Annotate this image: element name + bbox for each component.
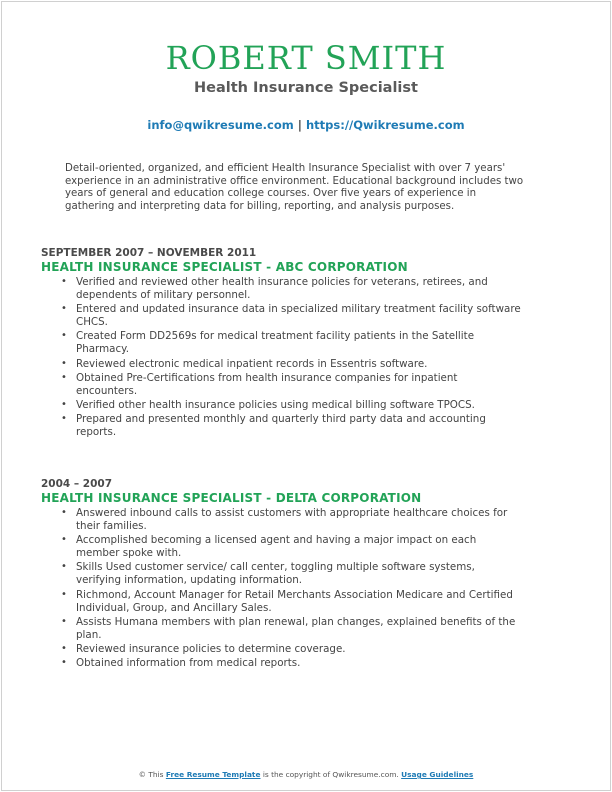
- experience-section-1: [41, 247, 541, 441]
- candidate-title: Health Insurance Specialist: [194, 80, 418, 96]
- list-item: • Answered inbound calls to assist customers with appropriate healthcare choices for their families.: [76, 507, 541, 533]
- usage-guidelines-link[interactable]: Usage Guidelines: [401, 770, 474, 779]
- summary-paragraph: Detail-oriented, organized, and efficient Health Insurance Specialist with over 7 years' experience in an administrative office environment. Educational background includes two years of general and education college courses. Over five years of experience in gathering and interpreting data for billing, reporting, and analysis purposes.: [65, 163, 524, 213]
- contact-separator: |: [293, 118, 306, 132]
- copyright-footer: [0, 770, 612, 779]
- list-item: • Entered and updated insurance data in specialized military treatment facility software CHCS.: [76, 303, 541, 329]
- list-item: • Prepared and presented monthly and quarterly third party data and accounting reports.: [76, 413, 541, 439]
- job-dates: 2004 – 2007: [41, 478, 113, 490]
- list-item: • Created Form DD2569s for medical treatment facility patients in the Satellite Pharmacy.: [76, 330, 541, 356]
- list-item: • Richmond, Account Manager for Retail Merchants Association Medicare and Certified Individual, Group, and Ancillary Sales.: [76, 589, 541, 615]
- candidate-name: ROBERT SMITH: [165, 39, 447, 77]
- list-item: • Obtained Pre-Certifications from health insurance companies for inpatient encounters.: [76, 372, 541, 398]
- footer-prefix: © This: [138, 770, 166, 779]
- list-item: • Verified and reviewed other health insurance policies for veterans, retirees, and dependents of military personnel.: [76, 276, 541, 302]
- experience-section-2: [41, 478, 541, 672]
- job-bullets: [41, 507, 541, 670]
- list-item: • Reviewed insurance policies to determine coverage.: [76, 643, 541, 656]
- job-title: HEALTH INSURANCE SPECIALIST - DELTA CORPORATION: [41, 491, 422, 505]
- footer-middle: is the copyright of Qwikresume.com.: [260, 770, 402, 779]
- free-resume-template-link[interactable]: Free Resume Template: [165, 770, 261, 779]
- job-title: HEALTH INSURANCE SPECIALIST - ABC CORPORATION: [41, 260, 408, 274]
- job-bullets: [41, 276, 541, 439]
- list-item: • Reviewed electronic medical inpatient records in Essentris software.: [76, 358, 541, 371]
- list-item: • Skills Used customer service/ call center, toggling multiple software systems, verifying information, updating information.: [76, 561, 541, 587]
- website-link[interactable]: https://Qwikresume.com: [305, 118, 465, 132]
- list-item: • Accomplished becoming a licensed agent and having a major impact on each member spoke with.: [76, 534, 541, 560]
- contact-line: [0, 119, 612, 132]
- resume-header: [0, 39, 612, 132]
- list-item: • Assists Humana members with plan renewal, plan changes, explained benefits of the plan.: [76, 616, 541, 642]
- job-dates: SEPTEMBER 2007 – NOVEMBER 2011: [41, 247, 257, 259]
- email-link[interactable]: info@qwikresume.com: [147, 118, 294, 132]
- list-item: • Verified other health insurance policies using medical billing software TPOCS.: [76, 399, 541, 412]
- list-item: • Obtained information from medical reports.: [76, 657, 541, 670]
